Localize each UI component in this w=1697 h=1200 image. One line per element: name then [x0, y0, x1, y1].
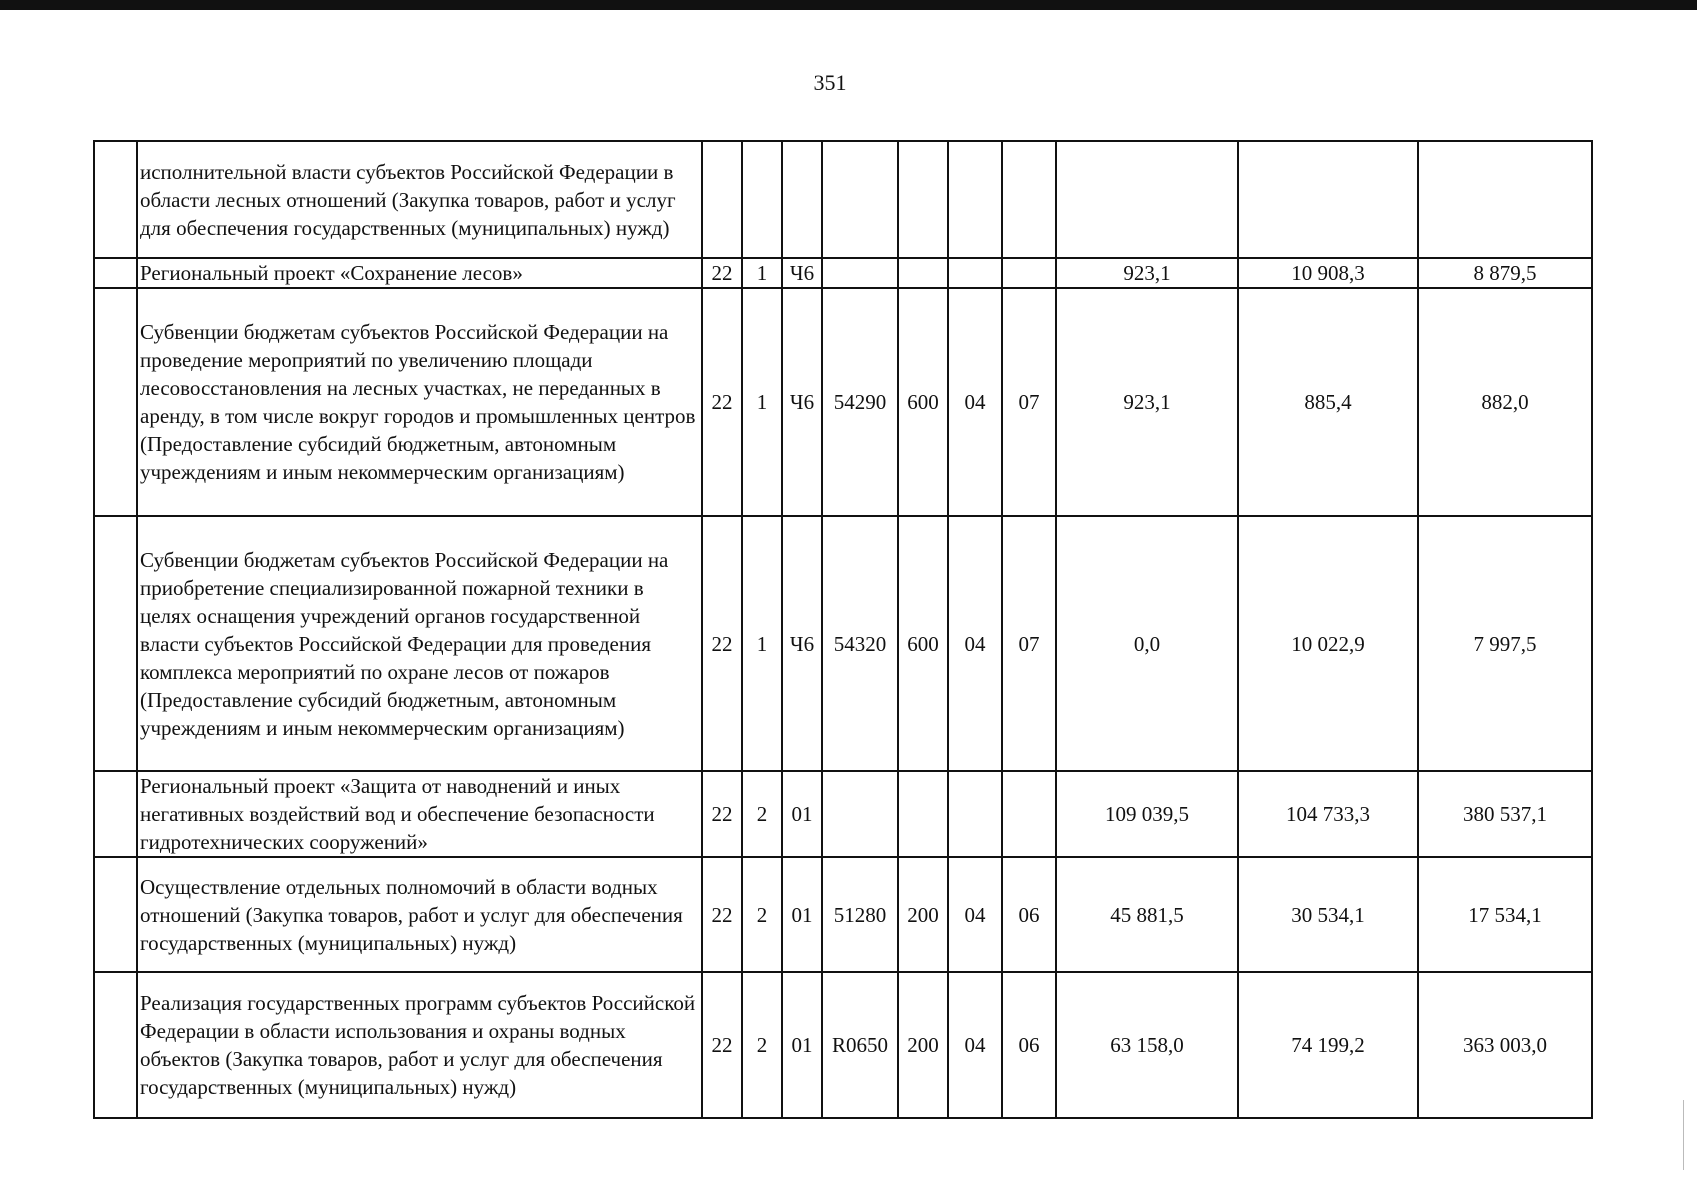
code-cell: Ч6: [782, 258, 822, 288]
value-cell: [1056, 141, 1238, 258]
value-cell: [1238, 141, 1418, 258]
row-index-cell: [94, 258, 137, 288]
code-cell: 600: [898, 288, 948, 516]
table-row: [94, 258, 1592, 288]
row-description: Субвенции бюджетам субъектов Российской Федерации на проведение мероприятий по увеличению площади лесовосстановления на лесных участках, не переданных в аренду, в том числе вокруг городов и промышленных центров (Предоставление субсидий бюджетным, автономным учреждениям и иным некоммерческим организациям): [137, 288, 702, 516]
row-index-cell: [94, 288, 137, 516]
code-cell: R0650: [822, 972, 898, 1118]
row-description: Субвенции бюджетам субъектов Российской Федерации на приобретение специализированной пожарной техники в целях оснащения учреждений органов государственной власти субъектов Российской Федерации для проведения комплекса мероприятий по охране лесов от пожаров (Предоставление субсидий бюджетным, автономным учреждениям и иным некоммерческим организациям): [137, 516, 702, 771]
scan-edge-mark: [1683, 1100, 1684, 1170]
row-description: Региональный проект «Сохранение лесов»: [137, 258, 702, 288]
scan-top-border: [0, 0, 1697, 10]
code-cell: 01: [782, 857, 822, 972]
code-cell: [898, 141, 948, 258]
code-cell: 07: [1002, 288, 1056, 516]
value-cell: 8 879,5: [1418, 258, 1592, 288]
budget-table: [93, 140, 1593, 1119]
code-cell: [782, 141, 822, 258]
code-cell: 04: [948, 972, 1002, 1118]
value-cell: 30 534,1: [1238, 857, 1418, 972]
code-cell: 600: [898, 516, 948, 771]
value-cell: 380 537,1: [1418, 771, 1592, 857]
value-cell: 923,1: [1056, 258, 1238, 288]
value-cell: 45 881,5: [1056, 857, 1238, 972]
code-cell: [1002, 141, 1056, 258]
code-cell: [1002, 258, 1056, 288]
table-row: [94, 288, 1592, 516]
value-cell: 74 199,2: [1238, 972, 1418, 1118]
code-cell: 1: [742, 258, 782, 288]
code-cell: 51280: [822, 857, 898, 972]
code-cell: Ч6: [782, 516, 822, 771]
row-description: Региональный проект «Защита от наводнений и иных негативных воздействий вод и обеспечение безопасности гидротехнических сооружений»: [137, 771, 702, 857]
value-cell: 7 997,5: [1418, 516, 1592, 771]
value-cell: 63 158,0: [1056, 972, 1238, 1118]
code-cell: 2: [742, 857, 782, 972]
code-cell: [898, 258, 948, 288]
value-cell: 17 534,1: [1418, 857, 1592, 972]
code-cell: 54290: [822, 288, 898, 516]
value-cell: 885,4: [1238, 288, 1418, 516]
table-row: [94, 516, 1592, 771]
value-cell: 363 003,0: [1418, 972, 1592, 1118]
code-cell: 06: [1002, 972, 1056, 1118]
table-row: [94, 141, 1592, 258]
value-cell: 882,0: [1418, 288, 1592, 516]
code-cell: 22: [702, 516, 742, 771]
value-cell: 10 022,9: [1238, 516, 1418, 771]
code-cell: 2: [742, 771, 782, 857]
row-description: Реализация государственных программ субъектов Российской Федерации в области использования и охраны водных объектов (Закупка товаров, работ и услуг для обеспечения государственных (муниципальных) нужд): [137, 972, 702, 1118]
code-cell: 2: [742, 972, 782, 1118]
code-cell: 200: [898, 857, 948, 972]
row-description: Осуществление отдельных полномочий в области водных отношений (Закупка товаров, работ и услуг для обеспечения государственных (муниципальных) нужд): [137, 857, 702, 972]
code-cell: [702, 141, 742, 258]
code-cell: [948, 141, 1002, 258]
code-cell: [822, 771, 898, 857]
row-index-cell: [94, 857, 137, 972]
code-cell: 01: [782, 771, 822, 857]
value-cell: 10 908,3: [1238, 258, 1418, 288]
code-cell: 06: [1002, 857, 1056, 972]
row-index-cell: [94, 141, 137, 258]
code-cell: 04: [948, 857, 1002, 972]
table-row: [94, 771, 1592, 857]
code-cell: [898, 771, 948, 857]
value-cell: 109 039,5: [1056, 771, 1238, 857]
value-cell: 104 733,3: [1238, 771, 1418, 857]
row-index-cell: [94, 972, 137, 1118]
code-cell: 22: [702, 972, 742, 1118]
code-cell: 22: [702, 857, 742, 972]
page-number: 351: [813, 70, 847, 95]
code-cell: 22: [702, 258, 742, 288]
code-cell: [822, 258, 898, 288]
code-cell: [948, 258, 1002, 288]
code-cell: 22: [702, 288, 742, 516]
code-cell: [822, 141, 898, 258]
value-cell: [1418, 141, 1592, 258]
code-cell: Ч6: [782, 288, 822, 516]
code-cell: 01: [782, 972, 822, 1118]
code-cell: 22: [702, 771, 742, 857]
code-cell: 200: [898, 972, 948, 1118]
code-cell: [948, 771, 1002, 857]
row-index-cell: [94, 771, 137, 857]
table-row: [94, 972, 1592, 1118]
table-row: [94, 857, 1592, 972]
value-cell: 0,0: [1056, 516, 1238, 771]
code-cell: [1002, 771, 1056, 857]
code-cell: 07: [1002, 516, 1056, 771]
row-index-cell: [94, 516, 137, 771]
code-cell: 54320: [822, 516, 898, 771]
value-cell: 923,1: [1056, 288, 1238, 516]
code-cell: 04: [948, 288, 1002, 516]
code-cell: 1: [742, 516, 782, 771]
code-cell: 1: [742, 288, 782, 516]
row-description: исполнительной власти субъектов Российской Федерации в области лесных отношений (Закупка товаров, работ и услуг для обеспечения государственных (муниципальных) нужд): [137, 141, 702, 258]
code-cell: 04: [948, 516, 1002, 771]
code-cell: [742, 141, 782, 258]
